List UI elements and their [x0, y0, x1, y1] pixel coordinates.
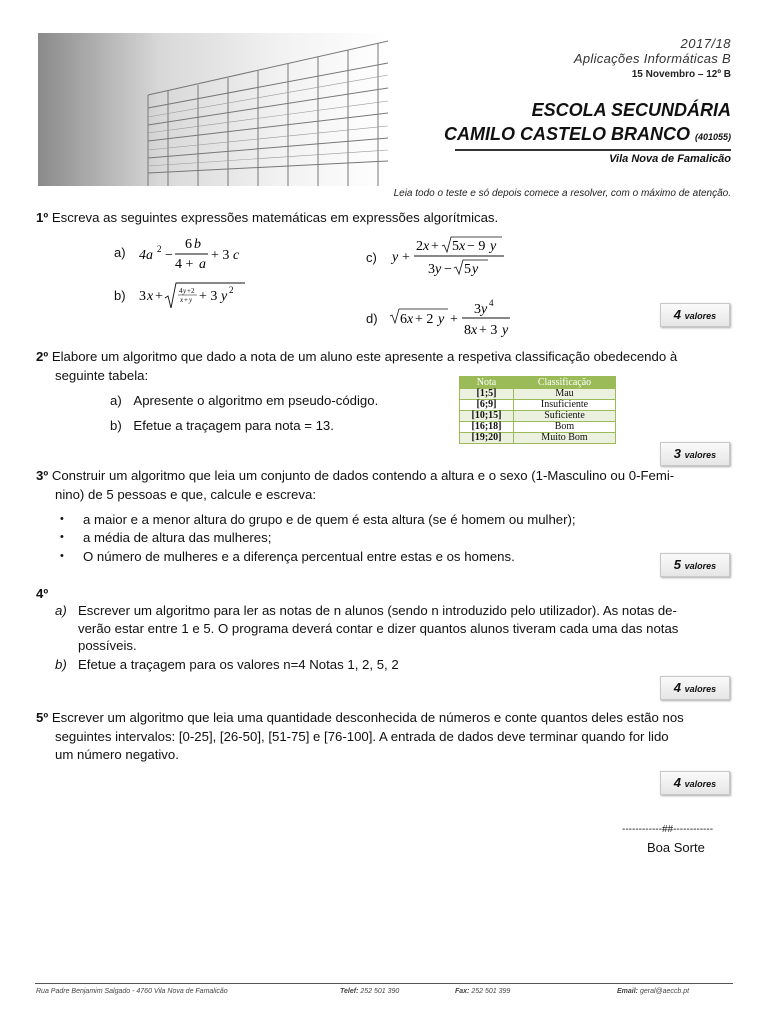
item-text: Efetue a traçagem para nota = 13. [133, 418, 334, 433]
score-unit: valores [684, 561, 717, 571]
footer-fax [455, 988, 510, 995]
bullet-item: O número de mulheres e a diferença percentual entre estas e os homens. [83, 549, 515, 564]
score-badge-q5 [660, 771, 730, 795]
table-header-row [460, 377, 616, 389]
item-a [110, 391, 378, 410]
question-text-line2: nino) de 5 pessoas e que, calcule e escreva: [55, 487, 316, 502]
school-city: Vila Nova de Famalicão [609, 153, 731, 165]
score-badge-q3 [660, 553, 730, 577]
svg-text:x: x [407, 312, 414, 327]
item-b [110, 416, 334, 435]
grade-range: [10;15] [460, 411, 514, 422]
item-a-line2: verão estar entre 1 e 5. O programa deverá contar e dizer quantos alunos tiveram cada uma das notas [78, 621, 679, 636]
math-expression-b [137, 280, 247, 317]
closing-divider: ------------##------------ [622, 824, 714, 835]
table-row [460, 422, 616, 433]
bullet-icon: • [60, 513, 64, 525]
item-a-line1: Escrever um algoritmo para ler as notas de n alunos (sendo n introduzido pelo utilizador). As notas de- [78, 603, 677, 618]
item-b-text: Efetue a traçagem para os valores n=4 Notas 1, 2, 5, 2 [78, 657, 399, 672]
grade-class: Suficiente [514, 411, 616, 422]
footer-divider [35, 983, 733, 984]
svg-text:+2: +2 [187, 287, 195, 295]
svg-text:x: x [423, 239, 430, 254]
svg-text:+: + [431, 239, 439, 254]
bullet-icon: • [60, 550, 64, 562]
svg-text:2: 2 [157, 244, 162, 254]
svg-text:y: y [183, 287, 187, 295]
svg-text:y: y [189, 296, 193, 304]
phone-value: 252 501 390 [360, 988, 400, 995]
school-year: 2017/18 [680, 36, 731, 51]
question-number: 1º [36, 210, 49, 225]
bullet-item: a maior e a menor altura do grupo e de quem é esta altura (se é homem ou mulher); [83, 512, 576, 527]
svg-text:4 +: 4 + [175, 257, 194, 272]
question-number: 4º [36, 586, 49, 601]
question-text: Escreva as seguintes expressões matemáticas em expressões algorítmicas. [51, 210, 499, 225]
grade-class: Bom [514, 422, 616, 433]
item-a-label: a) [55, 603, 67, 618]
school-building-image [38, 33, 388, 186]
question-text-line2: seguintes intervalos: [0-25], [26-50], [51-75] e [76-100]. A entrada de dados deve terminar quando for lido [55, 729, 669, 744]
course-name: Aplicações Informáticas B [573, 51, 731, 66]
item-label: b) [110, 418, 122, 433]
svg-text:x: x [471, 323, 478, 338]
score-value: 3 [673, 446, 682, 461]
bullet-icon: • [60, 531, 64, 543]
question-text-line1: Escrever um algoritmo que leia uma quantidade desconhecida de números e conte quantos deles estão nos [51, 710, 684, 725]
grade-range: [16;18] [460, 422, 514, 433]
score-badge-q2 [660, 442, 730, 466]
closing-text: Boa Sorte [647, 840, 705, 855]
question-4-number [36, 584, 48, 603]
svg-text:3: 3 [139, 289, 146, 304]
score-value: 5 [673, 557, 682, 572]
math-expression-a [137, 234, 247, 277]
svg-text:5: 5 [452, 239, 459, 254]
svg-text:+ 3: + 3 [199, 289, 218, 304]
svg-text:+: + [450, 312, 458, 327]
score-value: 4 [673, 775, 682, 790]
svg-text:y: y [502, 323, 509, 338]
school-name-line1: ESCOLA SECUNDÁRIA [531, 100, 731, 120]
svg-text:x: x [459, 239, 466, 254]
item-a-label: a) [114, 245, 126, 260]
question-5 [36, 708, 733, 727]
svg-text:−: − [444, 262, 452, 277]
score-badge-q4 [660, 676, 730, 700]
column-header: Classificação [514, 377, 616, 389]
question-text-line1: Construir um algoritmo que leia um conjunto de dados contendo a altura e o sexo (1-Masculino ou 0-Femi- [51, 468, 675, 483]
svg-text:3: 3 [428, 262, 435, 277]
question-1 [36, 208, 498, 227]
svg-text:4: 4 [179, 287, 183, 295]
score-badge-q1 [660, 303, 730, 327]
grade-class: Insuficiente [514, 400, 616, 411]
table-row [460, 400, 616, 411]
table-row [460, 389, 616, 400]
score-value: 4 [673, 680, 682, 695]
question-text-line1: Elabore um algoritmo que dado a nota de um aluno este apresente a respetiva classificação obedecendo à [51, 349, 678, 364]
svg-text:b: b [194, 237, 201, 252]
svg-text:2: 2 [229, 285, 234, 295]
math-expression-c [390, 234, 508, 281]
footer-email [617, 988, 689, 995]
svg-text:2: 2 [416, 239, 423, 254]
svg-text:y: y [221, 289, 228, 304]
header-divider [455, 149, 731, 151]
column-header: Nota [460, 377, 514, 389]
question-3 [36, 466, 733, 485]
grade-table [459, 376, 616, 444]
svg-text:x: x [147, 289, 154, 304]
email-value: geral@aeccb.pt [639, 988, 690, 995]
svg-text:x: x [180, 296, 184, 304]
grade-range: [6;9] [460, 400, 514, 411]
svg-text:+: + [155, 289, 163, 304]
table-row [460, 433, 616, 444]
item-b-label: b) [114, 288, 126, 303]
svg-text:+: + [184, 296, 188, 304]
svg-text:+: + [402, 250, 410, 265]
svg-text:8: 8 [464, 323, 471, 338]
svg-text:− 9: − 9 [467, 239, 486, 254]
svg-text:y: y [392, 250, 399, 265]
question-number: 5º [36, 710, 49, 725]
svg-text:+ 3: + 3 [211, 248, 230, 263]
test-date: 15 Novembro – 12º B [631, 69, 731, 80]
svg-text:+ 3: + 3 [479, 323, 498, 338]
school-name-line2 [444, 124, 731, 145]
svg-text:y: y [438, 312, 445, 327]
svg-text:a: a [199, 257, 206, 272]
bullet-item: a média de altura das mulheres; [83, 530, 272, 545]
score-unit: valores [684, 450, 717, 460]
grade-class: Mau [514, 389, 616, 400]
item-a-line3: possíveis. [78, 638, 137, 653]
score-value: 4 [673, 307, 682, 322]
school-name: CAMILO CASTELO BRANCO [443, 124, 690, 144]
score-unit: valores [684, 779, 717, 789]
score-unit: valores [684, 684, 717, 694]
item-d-label: d) [366, 311, 378, 326]
item-label: a) [110, 393, 122, 408]
grade-range: [19;20] [460, 433, 514, 444]
instructions: Leia todo o teste e só depois comece a resolver, com o máximo de atenção. [393, 188, 731, 199]
grade-range: [1;5] [460, 389, 514, 400]
svg-text:+ 2: + 2 [415, 312, 434, 327]
svg-text:4a: 4a [139, 248, 153, 263]
table-row [460, 411, 616, 422]
school-code: (401055) [694, 132, 731, 142]
svg-text:−: − [165, 248, 173, 263]
svg-text:3: 3 [474, 302, 481, 317]
svg-text:y: y [490, 239, 497, 254]
svg-text:y: y [472, 262, 479, 277]
question-number: 3º [36, 468, 49, 483]
question-text-line2: seguinte tabela: [55, 368, 149, 383]
item-text: Apresente o algoritmo em pseudo-código. [133, 393, 379, 408]
question-text-line3: um número negativo. [55, 747, 179, 762]
svg-text:6: 6 [185, 237, 192, 252]
svg-text:y: y [481, 302, 488, 317]
question-2 [36, 347, 733, 366]
svg-text:4: 4 [489, 298, 494, 308]
footer-phone [340, 988, 399, 995]
score-unit: valores [684, 311, 717, 321]
svg-text:y: y [435, 262, 442, 277]
fax-value: 252 501 399 [471, 988, 511, 995]
item-c-label: c) [366, 250, 377, 265]
footer-address: Rua Padre Benjamim Salgado - 4760 Vila Nova de Famalicão [36, 988, 228, 995]
math-expression-d [388, 296, 518, 343]
grade-class: Muito Bom [514, 433, 616, 444]
phone-label: Telef: [340, 988, 359, 995]
svg-text:6: 6 [400, 312, 407, 327]
question-number: 2º [36, 349, 49, 364]
fax-label: Fax: [455, 988, 470, 995]
svg-text:c: c [233, 248, 240, 263]
svg-text:5: 5 [464, 262, 471, 277]
email-label: Email: [617, 988, 639, 995]
item-b-label: b) [55, 657, 67, 672]
